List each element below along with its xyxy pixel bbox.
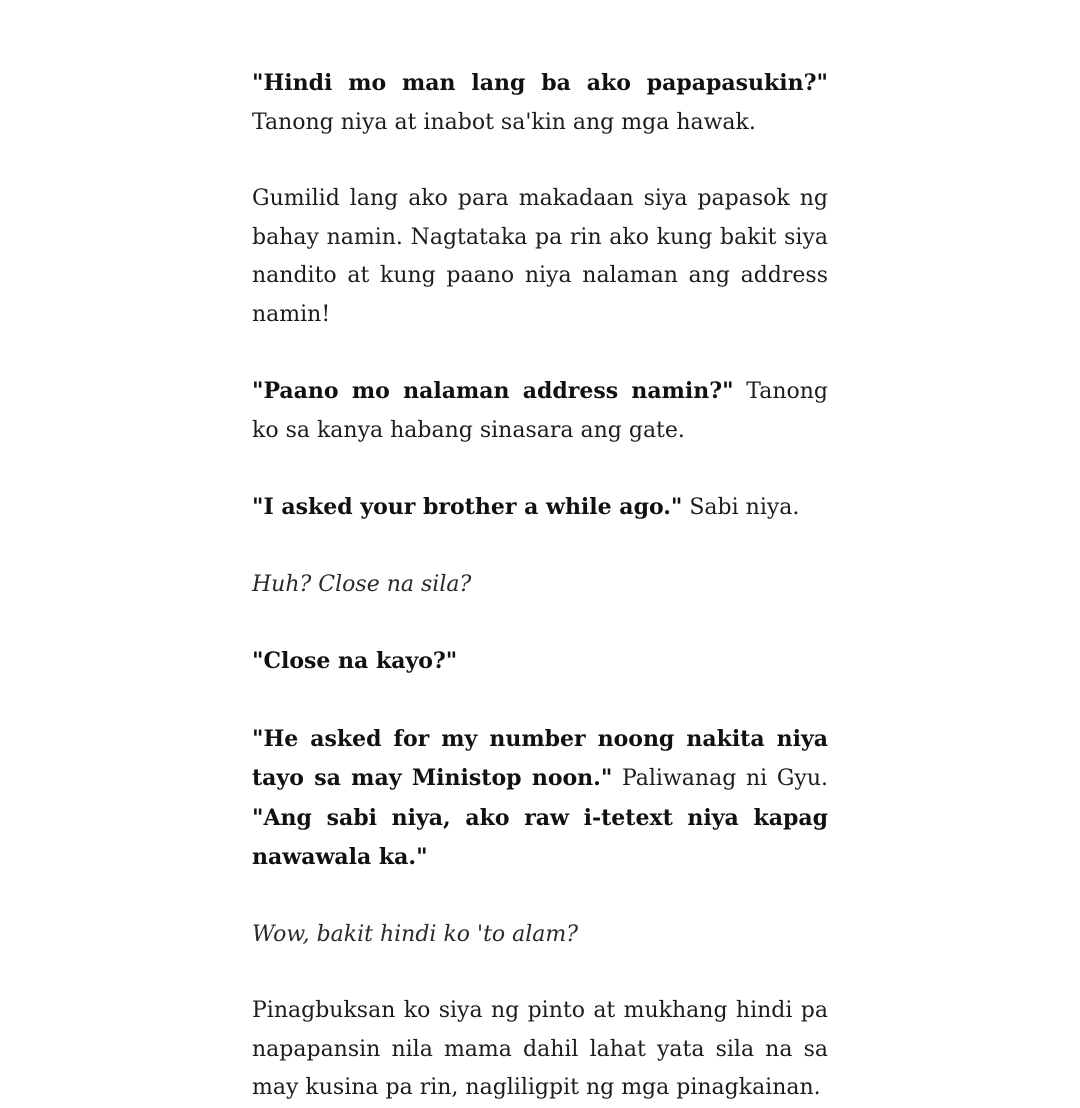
paragraph-2 (252, 180, 828, 334)
dialogue-quote: "He asked for my number noong nakita niya tayo sa may Ministop noon." (252, 725, 828, 791)
inner-thought: Wow, bakit hindi ko 'to alam? (252, 921, 579, 947)
dialogue-quote: "Ang sabi niya, ako raw i-tetext niya kapag nawawala ka." (252, 804, 828, 870)
narration-text: Gumilid lang ako para makadaan siya papasok ng bahay namin. Nagtataka pa rin ako kung bakit siya nandito at kung paano niya nalaman ang address namin! (252, 186, 828, 327)
dialogue-quote: "Close na kayo?" (252, 648, 458, 674)
narration-text: Sabi niya. (689, 495, 800, 520)
paragraph-7 (252, 720, 828, 878)
dialogue-quote: "Hindi mo man lang ba ako papapasukin?" (252, 70, 828, 96)
paragraph-8 (252, 916, 828, 955)
inner-thought: Huh? Close na sila? (252, 571, 472, 597)
dialogue-quote: "I asked your brother a while ago." (252, 494, 683, 520)
story-page (252, 64, 828, 1108)
paragraph-1 (252, 64, 828, 142)
paragraph-3 (252, 372, 828, 450)
narration-text: Tanong niya at inabot sa'kin ang mga hawak. (252, 109, 756, 135)
paragraph-4 (252, 488, 828, 528)
paragraph-9 (252, 992, 828, 1108)
narration-text: Paliwanag ni Gyu. (621, 766, 828, 791)
narration-text: Pinagbuksan ko siya ng pinto at mukhang hindi pa napapansin nila mama dahil lahat yata sila na sa may kusina pa rin, nagliligpit ng mga pinagkainan. (252, 998, 828, 1100)
narration-text: Tanong ko sa kanya habang sinasara ang gate. (252, 379, 828, 443)
paragraph-6 (252, 642, 828, 682)
paragraph-5 (252, 566, 828, 605)
dialogue-quote: "Paano mo nalaman address namin?" (252, 378, 734, 404)
